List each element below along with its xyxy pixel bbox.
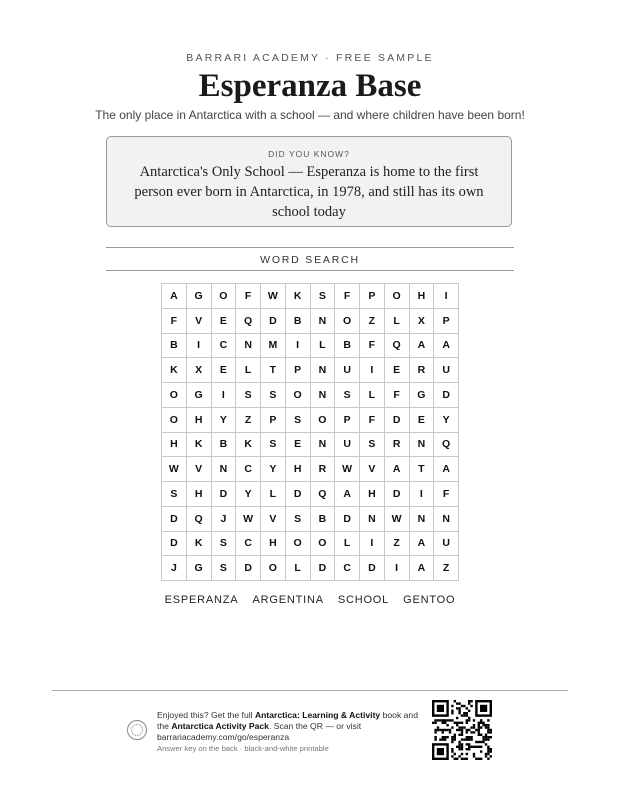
grid-cell: U	[335, 358, 360, 383]
grid-cell: C	[236, 532, 261, 557]
grid-cell: N	[311, 433, 336, 458]
book-title: Antarctica: Learning & Activity	[254, 710, 381, 720]
fact-text: Antarctica's Only School — Esperanza is home to the first person ever born in Antarctica, in 1978, and still has its own school today	[134, 164, 484, 220]
grid-cell: H	[162, 433, 187, 458]
grid-cell: O	[311, 408, 336, 433]
grid-cell: I	[286, 334, 311, 359]
grid-cell: I	[385, 556, 410, 581]
promo-part-1: Enjoyed this? Get the full	[157, 710, 255, 720]
pack-title: Antarctica Activity Pack	[171, 721, 269, 731]
publisher-kicker: BARRARI ACADEMY · FREE SAMPLE	[186, 52, 434, 64]
grid-cell: Y	[261, 457, 286, 482]
grid-cell: P	[261, 408, 286, 433]
grid-cell: Q	[385, 334, 410, 359]
promo-text	[157, 710, 419, 754]
grid-cell: H	[286, 457, 311, 482]
grid-cell: P	[434, 309, 459, 334]
grid-cell: H	[261, 532, 286, 557]
grid-cell: M	[261, 334, 286, 359]
grid-cell: F	[434, 482, 459, 507]
grid-cell: E	[385, 358, 410, 383]
grid-cell: E	[286, 433, 311, 458]
grid-cell: E	[212, 358, 237, 383]
grid-cell: S	[261, 383, 286, 408]
answer-key-note: Answer key on the back · black-and-white printable	[157, 744, 329, 753]
promo-url[interactable]: barrariacademy.com/go/esperanza	[157, 732, 290, 742]
grid-cell: N	[434, 507, 459, 532]
grid-cell: D	[261, 309, 286, 334]
grid-cell: F	[360, 408, 385, 433]
grid-cell: H	[187, 408, 212, 433]
grid-cell: D	[236, 556, 261, 581]
promo-part-2: book and the	[157, 710, 418, 731]
grid-cell: L	[236, 358, 261, 383]
grid-cell: R	[385, 433, 410, 458]
promo-part-3: . Scan the QR — or visit	[268, 721, 362, 731]
grid-cell: N	[410, 507, 435, 532]
grid-cell: B	[212, 433, 237, 458]
fact-heading: DID YOU KNOW?	[268, 149, 350, 159]
grid-cell: R	[311, 457, 336, 482]
grid-cell: K	[162, 358, 187, 383]
qr-code-icon[interactable]	[432, 700, 492, 760]
grid-cell: L	[261, 482, 286, 507]
grid-cell: O	[286, 383, 311, 408]
page-title: Esperanza Base	[198, 68, 422, 104]
grid-cell: V	[360, 457, 385, 482]
grid-cell: O	[261, 556, 286, 581]
grid-cell: H	[410, 284, 435, 309]
grid-cell: U	[434, 358, 459, 383]
grid-cell: D	[162, 507, 187, 532]
grid-cell: N	[360, 507, 385, 532]
grid-cell: L	[286, 556, 311, 581]
grid-cell: A	[434, 334, 459, 359]
grid-cell: Q	[434, 433, 459, 458]
did-you-know-box	[106, 136, 512, 227]
grid-cell: L	[360, 383, 385, 408]
grid-cell: T	[410, 457, 435, 482]
academy-seal-icon	[127, 720, 147, 740]
grid-cell: I	[212, 383, 237, 408]
grid-cell: L	[335, 532, 360, 557]
page-subtitle: The only place in Antarctica with a school — and where children have been born!	[95, 108, 525, 122]
grid-cell: S	[212, 532, 237, 557]
grid-cell: I	[410, 482, 435, 507]
grid-cell: C	[212, 334, 237, 359]
grid-cell: W	[162, 457, 187, 482]
grid-cell: A	[410, 334, 435, 359]
grid-cell: V	[187, 309, 212, 334]
grid-cell: I	[360, 532, 385, 557]
grid-cell: D	[212, 482, 237, 507]
grid-cell: O	[162, 383, 187, 408]
grid-cell: G	[410, 383, 435, 408]
grid-cell: Y	[434, 408, 459, 433]
grid-cell: Q	[187, 507, 212, 532]
grid-cell: D	[385, 482, 410, 507]
grid-cell: I	[360, 358, 385, 383]
grid-cell: Q	[311, 482, 336, 507]
grid-cell: A	[335, 482, 360, 507]
grid-cell: S	[286, 507, 311, 532]
grid-cell: D	[434, 383, 459, 408]
grid-cell: L	[385, 309, 410, 334]
grid-cell: W	[261, 284, 286, 309]
grid-cell: P	[360, 284, 385, 309]
grid-cell: G	[187, 383, 212, 408]
grid-cell: W	[385, 507, 410, 532]
grid-cell: B	[335, 334, 360, 359]
grid-cell: O	[162, 408, 187, 433]
footer-divider	[52, 690, 568, 691]
grid-cell: F	[360, 334, 385, 359]
grid-cell: K	[236, 433, 261, 458]
grid-cell: N	[311, 358, 336, 383]
word-list	[0, 594, 620, 606]
word-search-grid	[161, 283, 459, 581]
grid-cell: B	[286, 309, 311, 334]
grid-cell: F	[162, 309, 187, 334]
grid-cell: I	[434, 284, 459, 309]
grid-cell: O	[335, 309, 360, 334]
word-search-label: WORD SEARCH	[260, 254, 360, 266]
grid-cell: F	[335, 284, 360, 309]
grid-cell: X	[410, 309, 435, 334]
grid-cell: U	[434, 532, 459, 557]
grid-cell: V	[187, 457, 212, 482]
grid-cell: C	[236, 457, 261, 482]
grid-cell: E	[212, 309, 237, 334]
grid-cell: Z	[434, 556, 459, 581]
grid-cell: K	[187, 532, 212, 557]
grid-cell: L	[311, 334, 336, 359]
grid-cell: A	[385, 457, 410, 482]
grid-cell: Q	[236, 309, 261, 334]
grid-cell: X	[187, 358, 212, 383]
word-list-item: ARGENTINA	[252, 594, 324, 606]
grid-cell: A	[162, 284, 187, 309]
grid-cell: W	[236, 507, 261, 532]
grid-cell: J	[212, 507, 237, 532]
grid-cell: D	[162, 532, 187, 557]
grid-cell: A	[410, 556, 435, 581]
grid-cell: D	[385, 408, 410, 433]
grid-cell: U	[335, 433, 360, 458]
grid-cell: V	[261, 507, 286, 532]
grid-cell: N	[410, 433, 435, 458]
grid-cell: F	[236, 284, 261, 309]
word-list-item: GENTOO	[403, 594, 456, 606]
grid-cell: A	[410, 532, 435, 557]
grid-cell: N	[311, 383, 336, 408]
grid-cell: B	[311, 507, 336, 532]
word-list-item: ESPERANZA	[164, 594, 239, 606]
grid-cell: N	[212, 457, 237, 482]
grid-cell: K	[286, 284, 311, 309]
grid-cell: S	[286, 408, 311, 433]
word-list-item: SCHOOL	[337, 594, 390, 606]
grid-cell: Z	[236, 408, 261, 433]
grid-cell: S	[236, 383, 261, 408]
grid-cell: S	[212, 556, 237, 581]
grid-cell: O	[311, 532, 336, 557]
grid-cell: D	[311, 556, 336, 581]
grid-cell: B	[162, 334, 187, 359]
grid-cell: N	[236, 334, 261, 359]
grid-cell: D	[335, 507, 360, 532]
grid-cell: H	[360, 482, 385, 507]
grid-cell: T	[261, 358, 286, 383]
grid-cell: N	[311, 309, 336, 334]
grid-cell: S	[335, 383, 360, 408]
grid-cell: S	[261, 433, 286, 458]
grid-cell: D	[360, 556, 385, 581]
grid-cell: K	[187, 433, 212, 458]
grid-cell: P	[335, 408, 360, 433]
grid-cell: R	[410, 358, 435, 383]
grid-cell: Z	[360, 309, 385, 334]
section-divider-bottom	[106, 270, 514, 271]
grid-cell: J	[162, 556, 187, 581]
grid-cell: I	[187, 334, 212, 359]
grid-cell: O	[212, 284, 237, 309]
grid-cell: G	[187, 284, 212, 309]
grid-cell: A	[434, 457, 459, 482]
section-divider-top	[106, 247, 514, 248]
grid-cell: S	[162, 482, 187, 507]
grid-cell: G	[187, 556, 212, 581]
grid-cell: O	[286, 532, 311, 557]
grid-cell: Y	[212, 408, 237, 433]
grid-cell: Y	[236, 482, 261, 507]
grid-cell: C	[335, 556, 360, 581]
grid-cell: H	[187, 482, 212, 507]
grid-cell: D	[286, 482, 311, 507]
grid-cell: P	[286, 358, 311, 383]
grid-cell: S	[311, 284, 336, 309]
grid-cell: W	[335, 457, 360, 482]
grid-cell: S	[360, 433, 385, 458]
grid-cell: F	[385, 383, 410, 408]
grid-cell: Z	[385, 532, 410, 557]
grid-cell: O	[385, 284, 410, 309]
grid-cell: E	[410, 408, 435, 433]
